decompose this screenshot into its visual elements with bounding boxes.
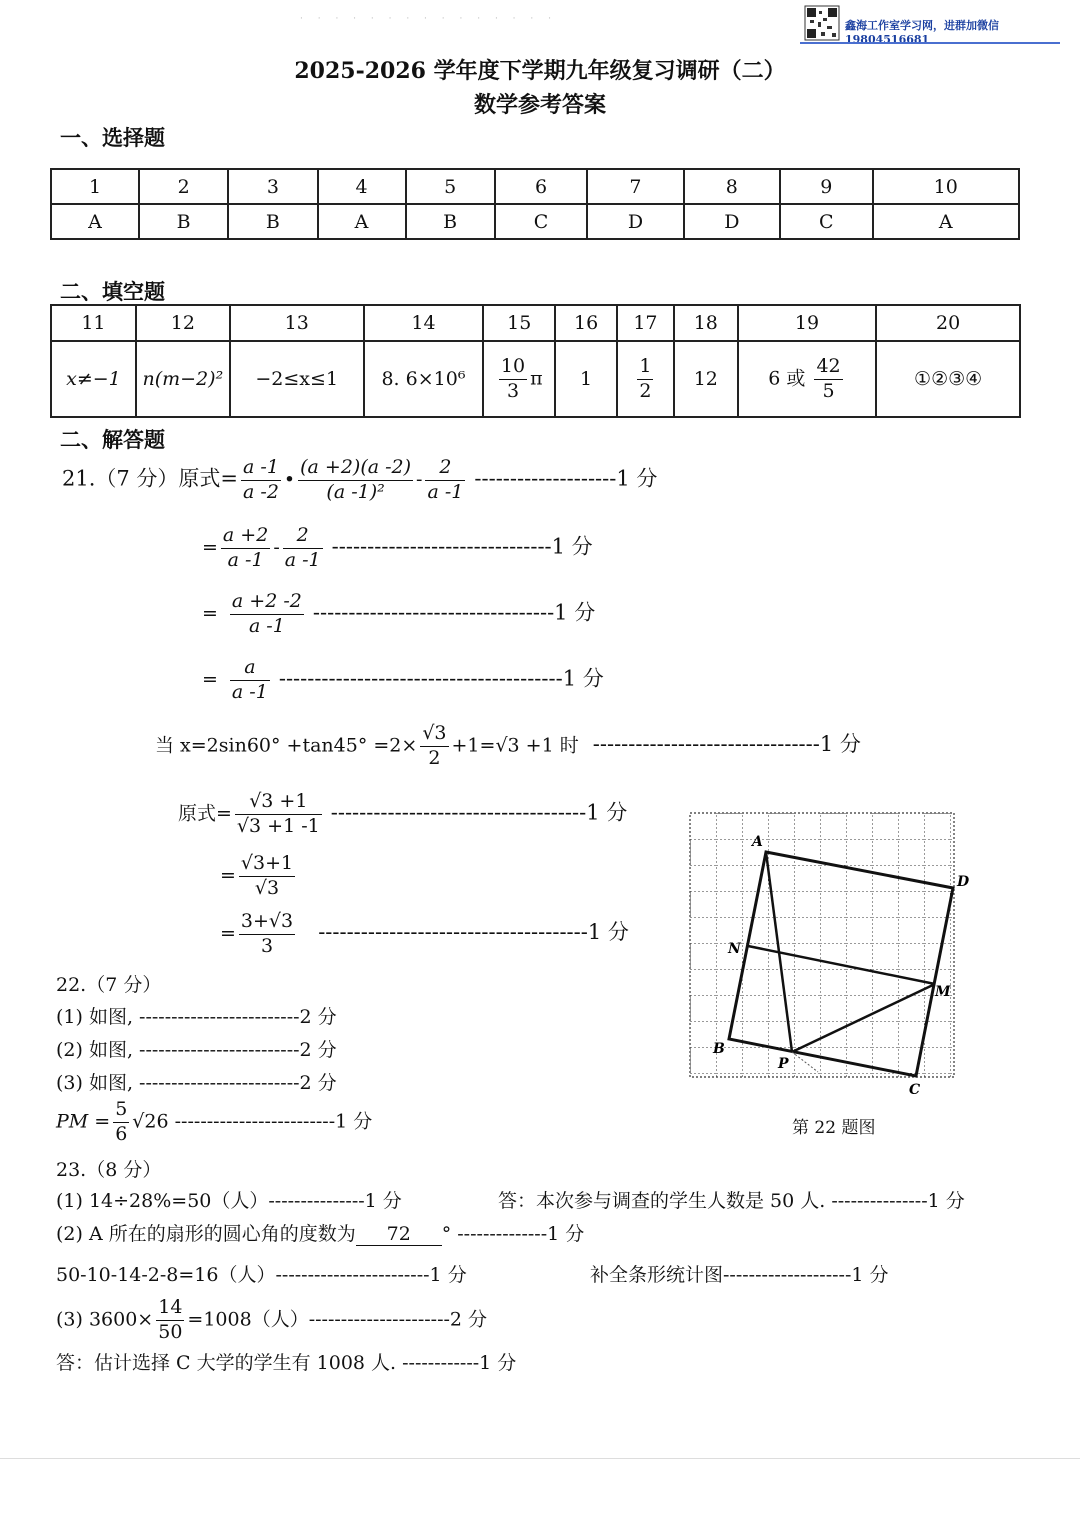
fraction xyxy=(298,456,413,505)
fraction xyxy=(425,456,465,505)
table-cell: 14 xyxy=(364,305,484,341)
fraction xyxy=(239,852,295,901)
equals-sign: = xyxy=(220,864,236,887)
table-cell: 4 xyxy=(318,169,406,204)
denominator: 3 xyxy=(260,934,274,957)
table-cell: 5 xyxy=(406,169,495,204)
q21-line-1 xyxy=(62,456,657,505)
header-rule xyxy=(800,42,1060,44)
q23-part-1-answer: 答：本次参与调查的学生人数是 50 人. ---------------1 分 xyxy=(498,1190,965,1212)
answer-19-prefix: 6 或 xyxy=(768,367,806,389)
point-label-d: D xyxy=(957,874,970,890)
score-marker: ----------------------------------1 分 xyxy=(312,600,596,625)
score-marker: --------------------1 分 xyxy=(474,466,658,491)
numerator: 2 xyxy=(283,524,323,549)
table-cell: 12 xyxy=(136,305,230,341)
q23-part-1: (1) 14÷28%=50（人）---------------1 分 xyxy=(56,1190,402,1212)
table-row xyxy=(51,305,1020,341)
score-marker: -------------------------------1 分 xyxy=(331,534,593,559)
q23-part-2 xyxy=(56,1219,584,1246)
substitution-result: +1=√3 +1 时 xyxy=(451,734,579,757)
numerator: (a +2)(a -2) xyxy=(298,456,413,481)
answer-14: 8. 6×10⁶ xyxy=(364,341,484,417)
numerator: 10 xyxy=(499,355,527,380)
q22-pm-result xyxy=(56,1098,372,1147)
table-row xyxy=(51,169,1019,204)
q22-part-1: (1) 如图, -------------------------2 分 xyxy=(56,1006,337,1028)
table-row xyxy=(51,204,1019,239)
answer-19 xyxy=(738,341,877,417)
answer-13: −2≤x≤1 xyxy=(230,341,364,417)
table-cell: 16 xyxy=(555,305,617,341)
answer-18: 12 xyxy=(674,341,738,417)
q21-line-6 xyxy=(178,790,627,839)
table-cell: B xyxy=(139,204,228,239)
answer-17 xyxy=(617,341,674,417)
table-cell: B xyxy=(228,204,317,239)
table-cell: 10 xyxy=(873,169,1019,204)
section-heading-fill: 二、填空题 xyxy=(60,279,165,304)
score-marker: ----------------------------------------1 分 xyxy=(278,666,604,691)
table-cell: 3 xyxy=(228,169,317,204)
fraction xyxy=(156,1296,184,1345)
table-cell: D xyxy=(587,204,683,239)
q21-label: 21.（7 分）原式= xyxy=(62,466,239,491)
q23-part-3 xyxy=(56,1296,487,1345)
q23-part-2b: 50-10-14-2-8=16（人）------------------------1 分 xyxy=(56,1264,467,1286)
q22-part-3: (3) 如图, -------------------------2 分 xyxy=(56,1072,337,1094)
table-cell: A xyxy=(51,204,139,239)
fraction xyxy=(113,1098,129,1147)
score-marker: ° --------------1 分 xyxy=(441,1223,585,1245)
table-cell: 1 xyxy=(51,169,139,204)
q21-line-3 xyxy=(202,590,595,639)
q23-part-3-answer: 答：估计选择 C 大学的学生有 1008 人. ------------1 分 xyxy=(56,1352,517,1374)
denominator: 50 xyxy=(158,1320,183,1343)
numerator: √3 xyxy=(420,722,448,747)
fill-answer-table xyxy=(50,304,1021,418)
page-title: 2025-2026 学年度下学期九年级复习调研（二） xyxy=(294,58,786,84)
fraction xyxy=(283,524,323,573)
page-bottom-rule xyxy=(0,1458,1080,1459)
original-expression-label: 原式= xyxy=(178,802,232,825)
table-cell: B xyxy=(406,204,495,239)
fraction xyxy=(420,722,448,771)
sqrt-value: √26 xyxy=(132,1110,169,1133)
table-row xyxy=(51,341,1020,417)
q22-part-2: (2) 如图, -------------------------2 分 xyxy=(56,1039,337,1061)
multiply-dot: • xyxy=(283,468,296,491)
answer-12: n(m−2)² xyxy=(136,341,230,417)
table-cell: 8 xyxy=(684,169,780,204)
denominator: √3 +1 -1 xyxy=(236,814,320,837)
q22-label: 22.（7 分） xyxy=(56,974,162,996)
numerator: 5 xyxy=(113,1098,129,1123)
minus-sign: - xyxy=(416,468,423,491)
q23-part-3-prefix: (3) 3600× xyxy=(56,1308,154,1331)
pm-label: PM = xyxy=(56,1110,111,1133)
answer-11: x≠−1 xyxy=(51,341,136,417)
point-label-b: B xyxy=(713,1041,725,1057)
numerator: 14 xyxy=(156,1296,184,1321)
angle-value: 72 xyxy=(356,1223,442,1246)
denominator: a -2 xyxy=(243,480,279,503)
denominator: a -1 xyxy=(284,548,321,571)
table-cell: 18 xyxy=(674,305,738,341)
denominator: a -1 xyxy=(231,680,268,703)
denominator: (a -1)² xyxy=(326,480,385,503)
q21-line-7 xyxy=(220,852,298,901)
table-cell: 19 xyxy=(738,305,877,341)
point-label-p: P xyxy=(778,1056,789,1072)
denominator: 2 xyxy=(639,379,652,402)
numerator: 42 xyxy=(814,355,842,380)
table-cell: 9 xyxy=(780,169,873,204)
table-cell: 20 xyxy=(876,305,1020,341)
point-label-m: M xyxy=(935,984,951,1000)
substitution-text: 当 x=2sin60° +tan45° =2× xyxy=(155,734,418,757)
q23-part-2b-answer: 补全条形统计图--------------------1 分 xyxy=(590,1264,889,1286)
q23-label: 23.（8 分） xyxy=(56,1159,162,1181)
score-marker: --------------------------------------1 分 xyxy=(318,920,629,945)
fraction xyxy=(221,524,270,573)
equals-sign: = xyxy=(202,602,218,625)
q22-geometry-figure xyxy=(685,808,970,1098)
denominator: 2 xyxy=(428,746,441,769)
equals-sign: = xyxy=(220,922,236,945)
q23-part-3-result: =1008（人）----------------------2 分 xyxy=(187,1308,488,1331)
table-cell: C xyxy=(780,204,873,239)
score-marker: -------------------------1 分 xyxy=(174,1110,373,1133)
section-heading-choice: 一、选择题 xyxy=(60,125,165,150)
table-cell: 6 xyxy=(495,169,588,204)
denominator: 5 xyxy=(822,379,835,402)
point-label-c: C xyxy=(909,1082,921,1098)
denominator: √3 xyxy=(254,876,280,899)
numerator: a +2 -2 xyxy=(230,590,304,615)
numerator: a -1 xyxy=(241,456,281,481)
table-cell: C xyxy=(495,204,588,239)
table-cell: 7 xyxy=(587,169,683,204)
point-label-a: A xyxy=(752,834,763,850)
fraction xyxy=(230,590,304,639)
fraction xyxy=(637,355,653,404)
numerator: √3+1 xyxy=(239,852,295,877)
table-cell: 2 xyxy=(139,169,228,204)
qr-code-icon xyxy=(805,6,839,40)
q21-line-5 xyxy=(155,722,861,771)
answer-20: ①②③④ xyxy=(876,341,1020,417)
table-cell: A xyxy=(873,204,1019,239)
denominator: a -1 xyxy=(248,614,285,637)
denominator: 6 xyxy=(115,1122,128,1145)
equals-sign: = xyxy=(202,668,218,691)
numerator: a +2 xyxy=(221,524,270,549)
numerator: √3 +1 xyxy=(235,790,322,815)
fraction xyxy=(235,790,322,839)
choice-answer-table xyxy=(50,168,1020,240)
minus-sign: - xyxy=(273,536,280,559)
q21-line-2 xyxy=(202,524,593,573)
numerator: 1 xyxy=(637,355,653,380)
table-cell: 13 xyxy=(230,305,364,341)
q23-part-2-text: (2) A 所在的扇形的圆心角的度数为 xyxy=(56,1223,356,1245)
table-cell: 17 xyxy=(617,305,674,341)
header-notice: 鑫海工作室学习网，进群加微信19804516681 xyxy=(845,19,999,46)
denominator: a -1 xyxy=(427,480,464,503)
q21-line-8 xyxy=(220,910,629,959)
denominator: a -1 xyxy=(227,548,264,571)
table-cell: A xyxy=(318,204,406,239)
figure-caption: 第 22 题图 xyxy=(792,1118,876,1138)
numerator: a xyxy=(230,656,270,681)
fraction xyxy=(814,355,842,404)
page-subtitle: 数学参考答案 xyxy=(473,92,606,118)
pi-symbol: π xyxy=(530,367,543,389)
numerator: 3+√3 xyxy=(239,910,295,935)
faint-header-marks: · · · · · · · · · · · · · · · xyxy=(300,14,557,24)
answer-16: 1 xyxy=(555,341,617,417)
table-cell: D xyxy=(684,204,780,239)
table-cell: 11 xyxy=(51,305,136,341)
equals-sign: = xyxy=(202,536,218,559)
fraction xyxy=(230,656,270,705)
q21-line-4 xyxy=(202,656,604,705)
fraction xyxy=(499,355,527,404)
denominator: 3 xyxy=(506,379,520,402)
table-cell: 15 xyxy=(483,305,555,341)
fraction xyxy=(239,910,295,959)
fraction xyxy=(241,456,281,505)
numerator: 2 xyxy=(425,456,465,481)
score-marker: --------------------------------1 分 xyxy=(592,732,861,757)
answer-15 xyxy=(483,341,555,417)
section-heading-solve: 二、解答题 xyxy=(60,427,165,452)
score-marker: ------------------------------------1 分 xyxy=(330,800,628,825)
point-label-n: N xyxy=(728,941,741,957)
